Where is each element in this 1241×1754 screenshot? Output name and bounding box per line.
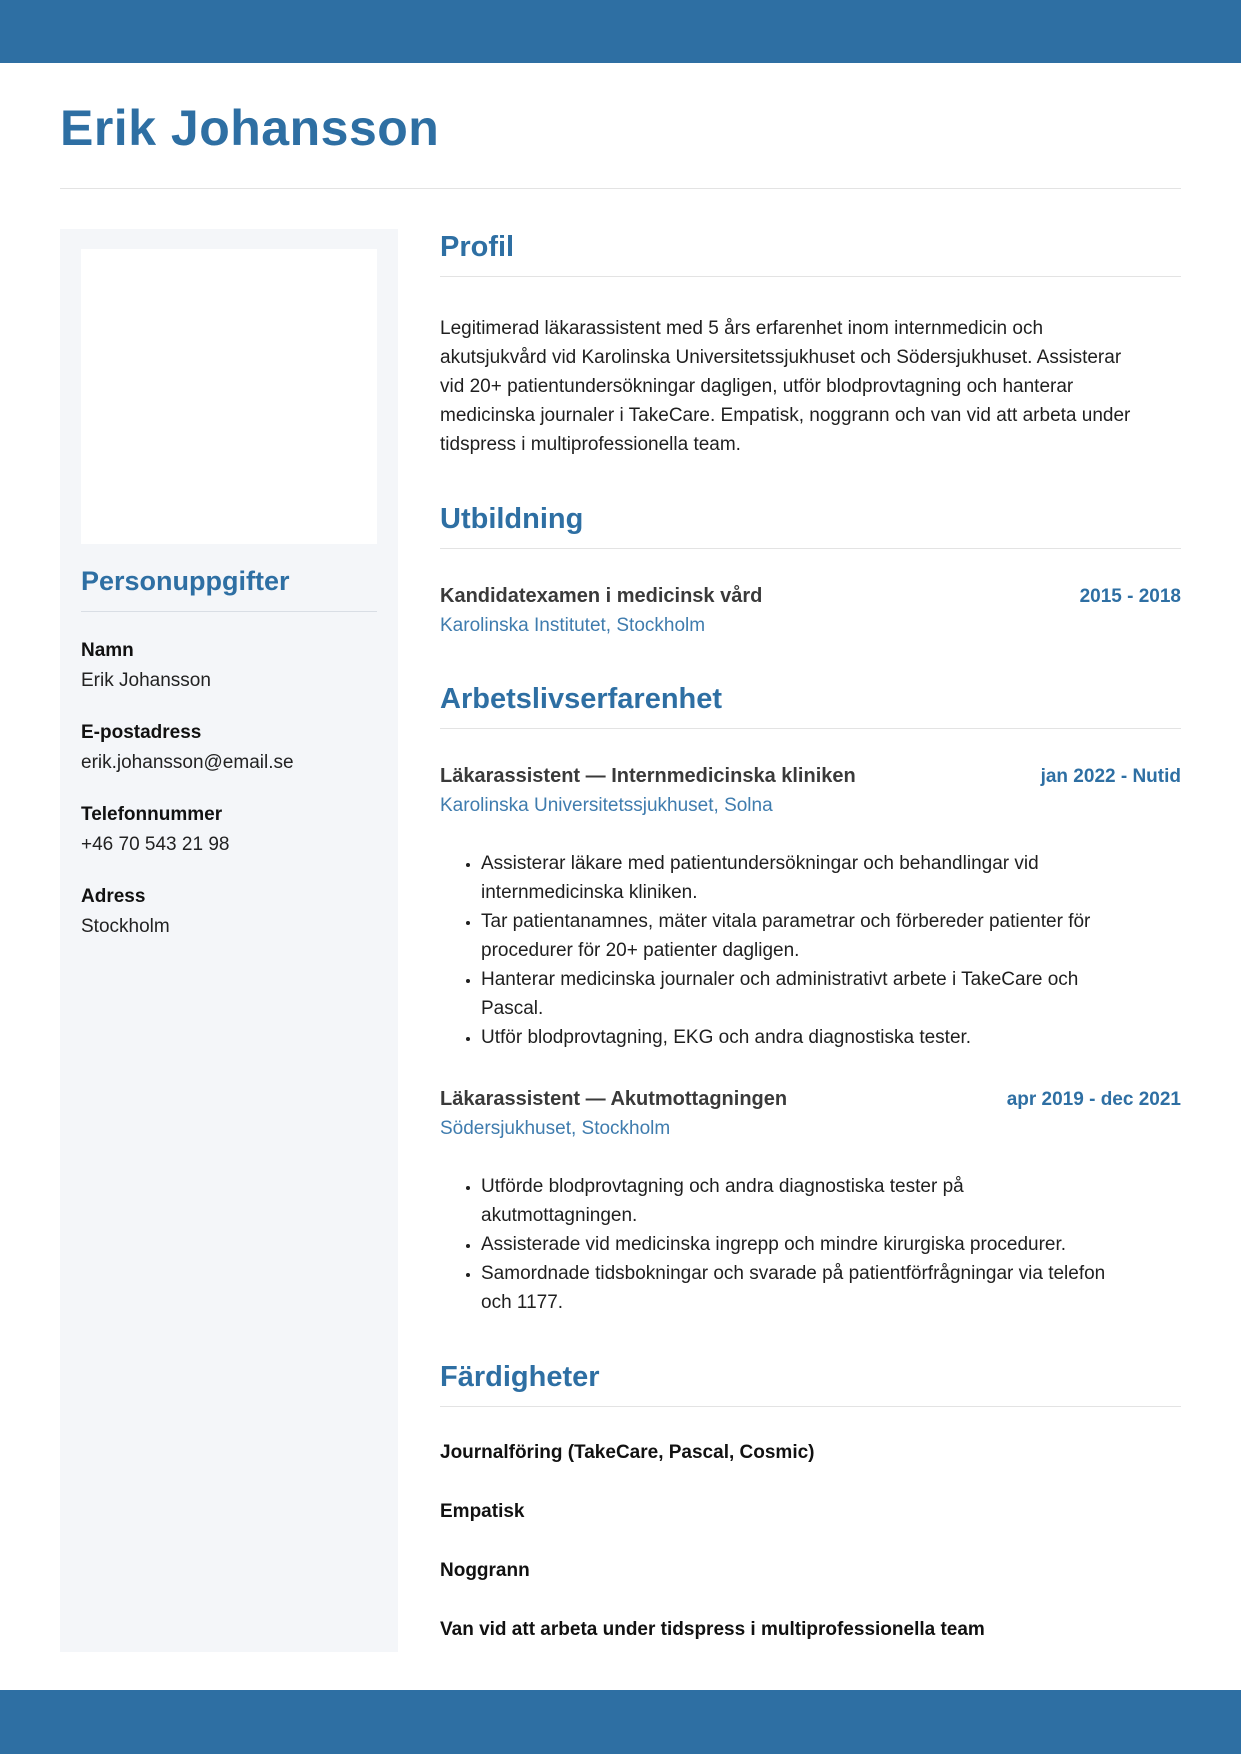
education-entry bbox=[440, 583, 1181, 639]
school-name: Karolinska Institutet, Stockholm bbox=[440, 615, 706, 636]
field-address bbox=[81, 884, 377, 940]
cv-header bbox=[60, 99, 1181, 189]
field-value: +46 70 543 21 98 bbox=[81, 834, 230, 855]
sidebar-divider bbox=[81, 611, 377, 612]
skill-item: Noggrann bbox=[440, 1560, 530, 1581]
section-experience bbox=[440, 683, 1181, 1317]
job-entry bbox=[440, 763, 1181, 1052]
profile-summary: Legitimerad läkarassistent med 5 års erfarenhet inom internmedicin och akutsjukvård vid Karolinska Universitetssjukhuset och Södersjukhuset. Assisterar vid 20+ patientundersökningar dagligen, utför blodprovtagning och hanterar medicinska journaler i TakeCare. Empatisk, noggrann och van vid att arbeta under tidspress i multiprofessionella team. bbox=[440, 318, 1131, 455]
section-skills bbox=[440, 1361, 1181, 1643]
company-name: Karolinska Universitetssjukhuset, Solna bbox=[440, 795, 773, 816]
education-dates: 2015 - 2018 bbox=[1079, 586, 1181, 607]
bottom-accent-bar bbox=[0, 1690, 1241, 1754]
section-divider bbox=[440, 548, 1181, 549]
job-bullet: • Utförde blodprovtagning och andra diagnostiska tester på akutmottagningen. bbox=[481, 1172, 1120, 1230]
section-education bbox=[440, 503, 1181, 639]
job-bullet: • Hanterar medicinska journaler och administrativt arbete i TakeCare och Pascal. bbox=[481, 965, 1120, 1023]
job-dates: apr 2019 - dec 2021 bbox=[1006, 1089, 1181, 1110]
field-label: Adress bbox=[81, 886, 146, 907]
job-bullet: • Utför blodprovtagning, EKG och andra diagnostiska tester. bbox=[481, 1023, 1120, 1052]
section-heading-experience: Arbetslivserfarenhet bbox=[440, 683, 723, 715]
field-label: Telefonnummer bbox=[81, 804, 223, 825]
header-divider bbox=[60, 188, 1181, 189]
page-title: Erik Johansson bbox=[60, 100, 440, 156]
job-entry-head bbox=[440, 763, 1181, 790]
degree-title: Kandidatexamen i medicinsk vård bbox=[440, 585, 763, 607]
section-divider bbox=[440, 1406, 1181, 1407]
job-bullet: • Assisterade vid medicinska ingrepp och mindre kirurgiska procedurer. bbox=[481, 1230, 1120, 1259]
job-entry bbox=[440, 1086, 1181, 1317]
sidebar bbox=[60, 229, 398, 1652]
section-heading-skills: Färdigheter bbox=[440, 1361, 600, 1393]
sidebar-heading: Personuppgifter bbox=[81, 566, 290, 596]
section-heading-education: Utbildning bbox=[440, 503, 584, 535]
field-name bbox=[81, 638, 377, 694]
cv-body bbox=[60, 229, 1181, 1687]
field-label: Namn bbox=[81, 640, 134, 661]
job-entry-head bbox=[440, 1086, 1181, 1113]
field-label: E-postadress bbox=[81, 722, 202, 743]
job-bullet-list bbox=[440, 849, 1120, 1052]
section-profile bbox=[440, 231, 1181, 459]
company-name: Södersjukhuset, Stockholm bbox=[440, 1118, 671, 1139]
job-bullet-list bbox=[440, 1172, 1120, 1317]
job-dates: jan 2022 - Nutid bbox=[1040, 766, 1181, 787]
job-title: Läkarassistent — Internmedicinska kliniken bbox=[440, 765, 856, 787]
section-divider bbox=[440, 728, 1181, 729]
profile-photo-placeholder bbox=[81, 249, 377, 544]
skill-item: Van vid att arbeta under tidspress i multiprofessionella team bbox=[440, 1619, 985, 1640]
skill-item: Journalföring (TakeCare, Pascal, Cosmic) bbox=[440, 1442, 815, 1463]
job-title: Läkarassistent — Akutmottagningen bbox=[440, 1088, 788, 1110]
field-value: erik.johansson@email.se bbox=[81, 752, 294, 773]
field-phone bbox=[81, 802, 377, 858]
section-divider bbox=[440, 276, 1181, 277]
main-column bbox=[440, 229, 1181, 1687]
field-value: Stockholm bbox=[81, 916, 170, 937]
job-bullet: • Samordnade tidsbokningar och svarade på patientförfrågningar via telefon och 1177. bbox=[481, 1259, 1120, 1317]
job-bullet: • Tar patientanamnes, mäter vitala parametrar och förbereder patienter för procedurer för 20+ patienter dagligen. bbox=[481, 907, 1120, 965]
top-accent-bar bbox=[0, 0, 1241, 63]
section-heading-profile: Profil bbox=[440, 231, 515, 263]
field-email bbox=[81, 720, 377, 776]
field-value: Erik Johansson bbox=[81, 670, 211, 691]
job-bullet: • Assisterar läkare med patientundersökningar och behandlingar vid internmedicinska kliniken. bbox=[481, 849, 1120, 907]
education-entry-head bbox=[440, 583, 1181, 610]
skill-item: Empatisk bbox=[440, 1501, 525, 1522]
